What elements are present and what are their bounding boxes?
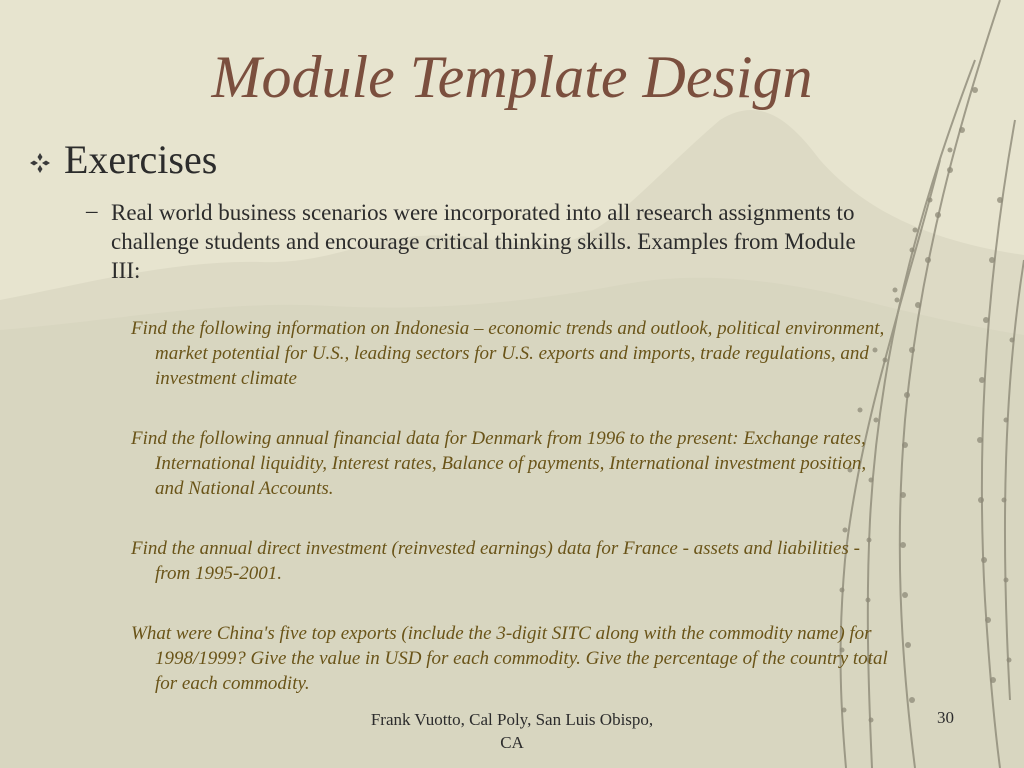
sub-bullet-text: Real world business scenarios were incorporated into all research assignments to challenge students and encourage critical thinking skills. Examples from Module III:: [111, 200, 856, 283]
slide-title: Module Template Design: [211, 44, 813, 110]
bullet-exercises: [28, 137, 218, 182]
dash-marker: –: [86, 198, 98, 223]
examples-list: [131, 316, 891, 731]
example-item: Find the annual direct investment (reinvested earnings) data for France - assets and liabilities - from 1995-2001.: [131, 538, 860, 584]
bullet-text: Exercises: [64, 137, 218, 182]
diamond-bullet-icon: [28, 151, 52, 175]
slide-number: 30: [937, 708, 954, 727]
example-item: What were China's five top exports (include the 3-digit SITC along with the commodity name) for 1998/1999? Give the value in USD for each commodity. Give the percentage of the country total for each commodity.: [131, 623, 888, 694]
sub-bullet: [86, 198, 876, 285]
footer-text: Frank Vuotto, Cal Poly, San Luis Obispo, CA: [370, 710, 654, 752]
example-item: Find the following information on Indonesia – economic trends and outlook, political environment, market potential for U.S., leading sectors for U.S. exports and imports, trade regulations, and investment climate: [131, 318, 885, 389]
example-item: Find the following annual financial data for Denmark from 1996 to the present: Exchange rates, International liquidity, Interest rates, Balance of payments, International investment position, and National Accounts.: [131, 428, 867, 499]
